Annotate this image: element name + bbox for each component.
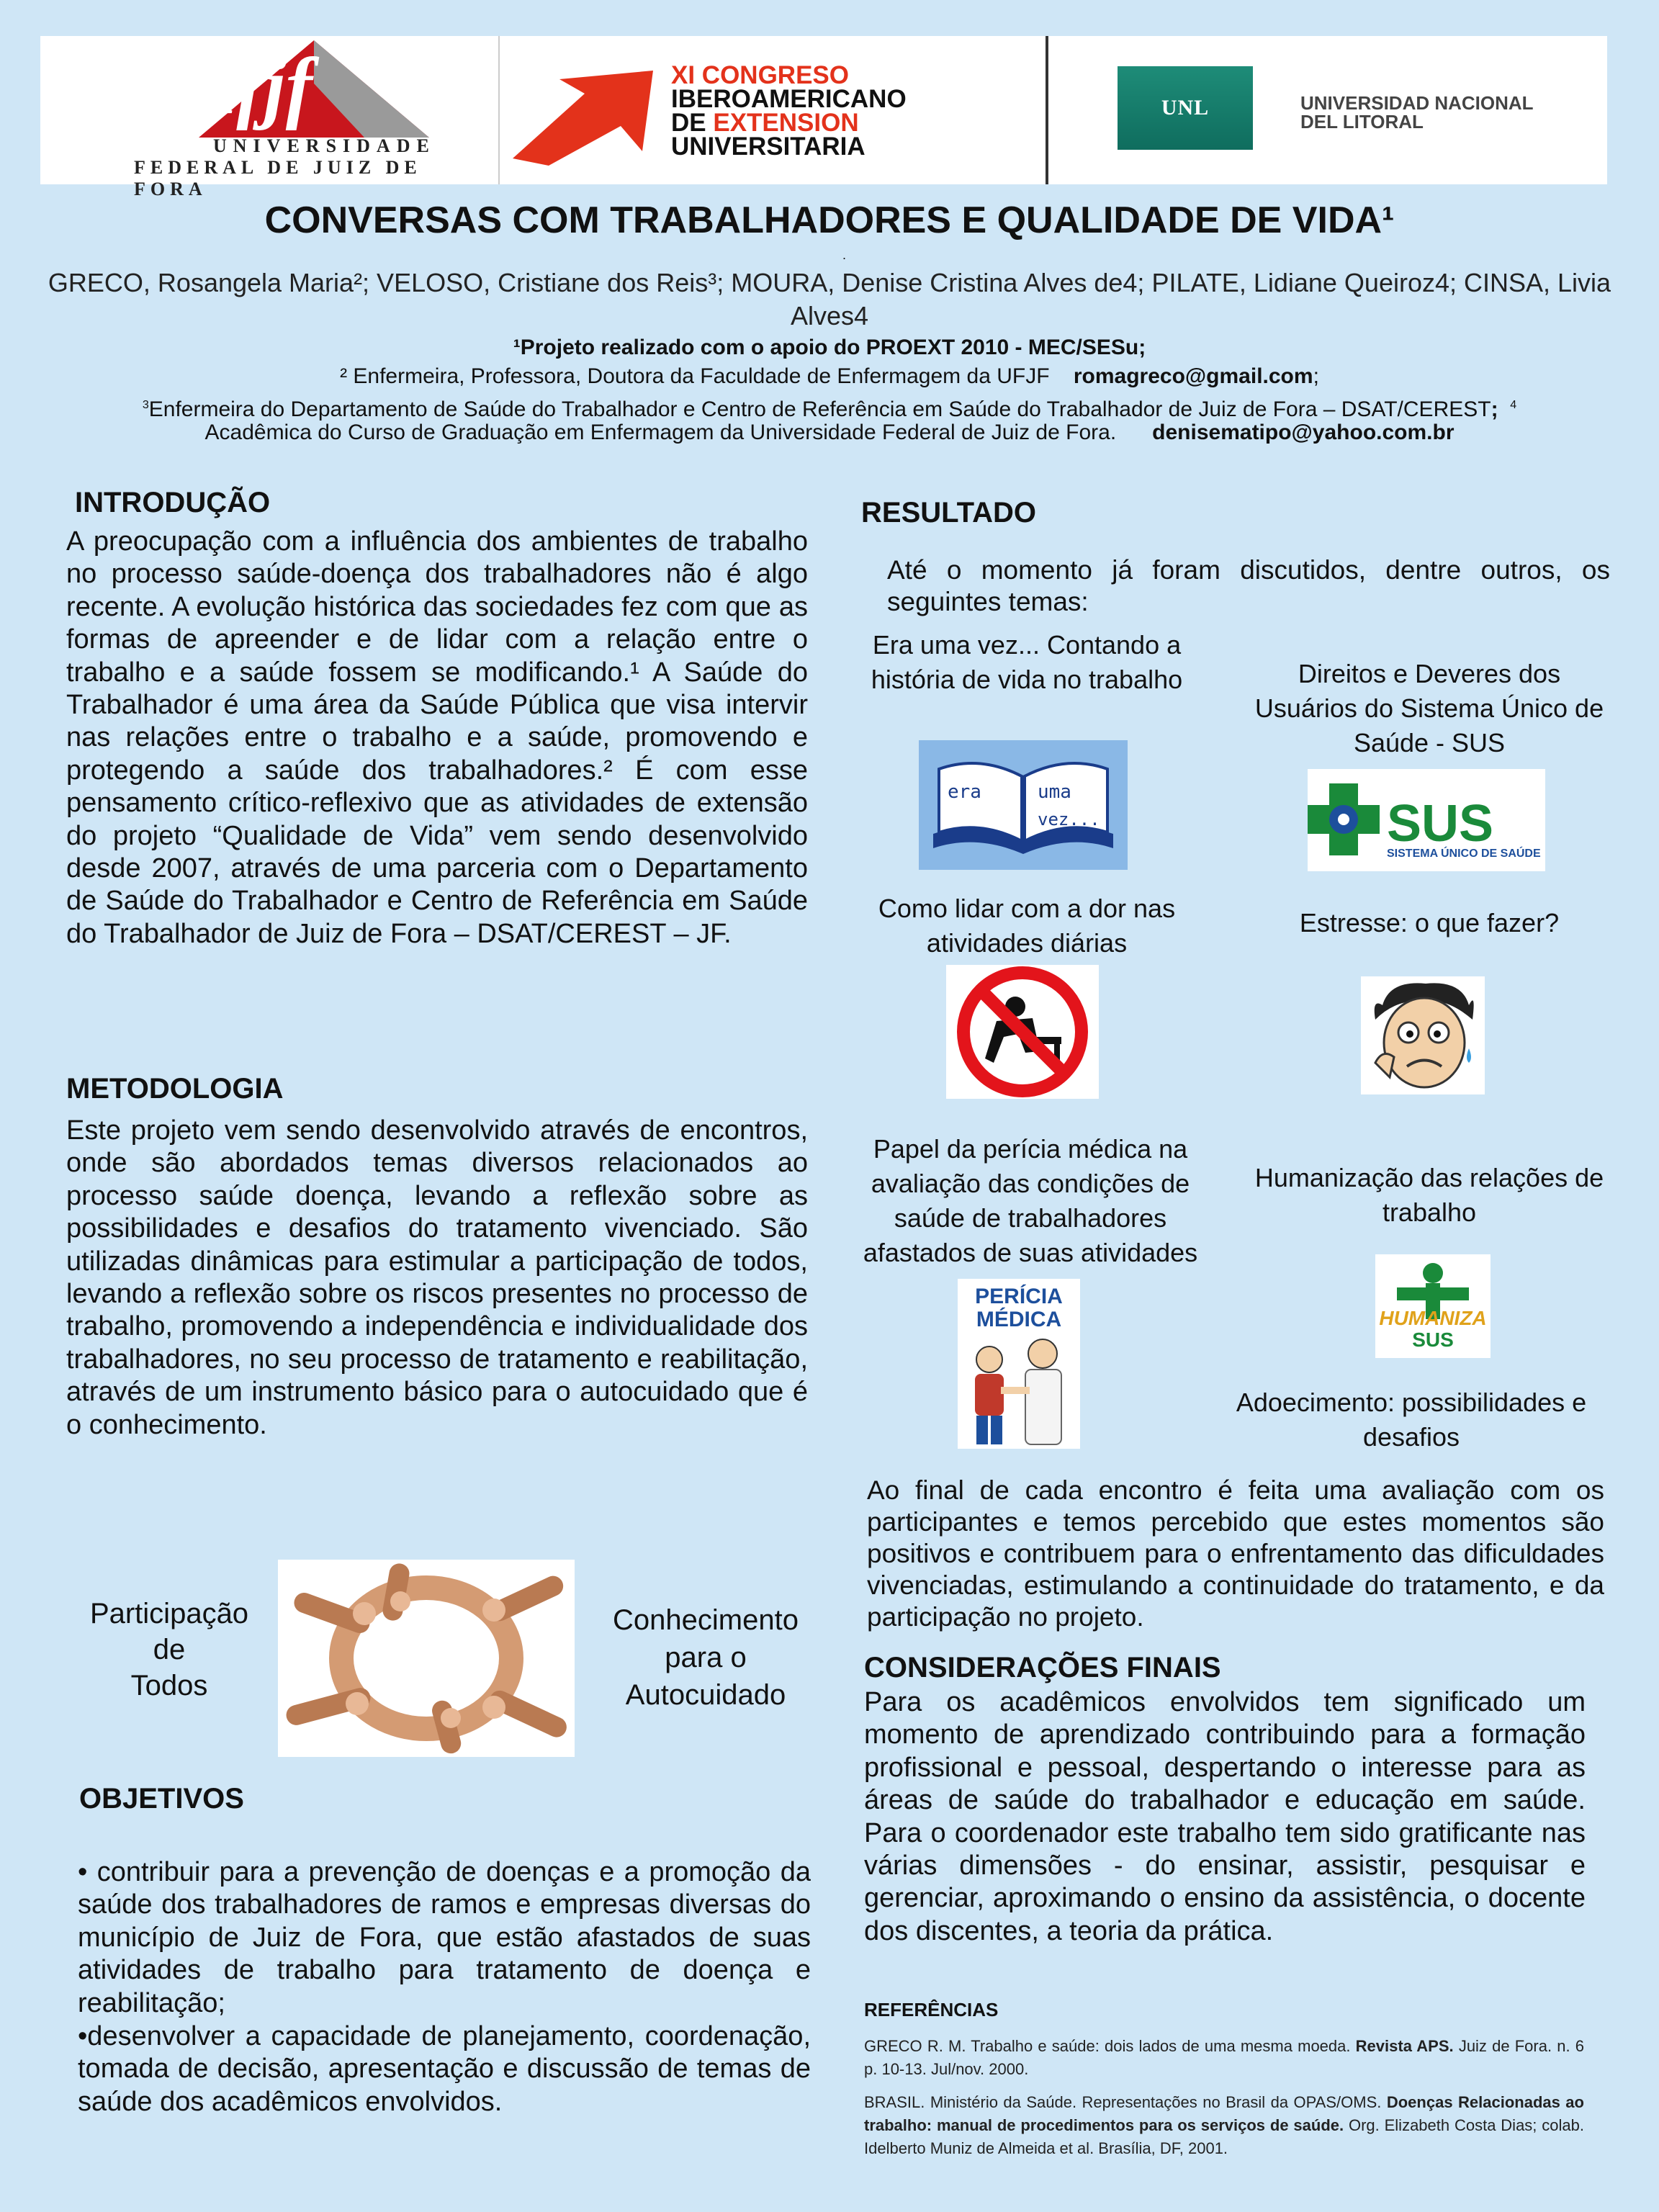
introducao-text: A preocupação com a influência dos ambientes de trabalho no processo saúde-doença dos trabalhadores não é algo recente. A evolução histórica das sociedades fez com que as formas de apreender e de lidar com a relação entre o trabalho e a saúde fossem se modificando.¹ A Saúde do Trabalhador é uma área da Saúde Pública que visa intervir nas relações entre o trabalho e a saúde, promovendo e protegendo a saúde dos trabalhadores.² É com esse pensamento crítico-reflexivo que as atividades de extensão do projeto “Qualidade de Vida” vem sendo desenvolvido desde 2007, através de uma parceria com o Departamento de Saúde do Trabalhador e Centro de Referência em Saúde do Trabalhador de Juiz de Fora – DSAT/CEREST – JF. bbox=[66, 526, 808, 949]
reference-1 bbox=[864, 2035, 1584, 2081]
metodologia-text: Este projeto vem sendo desenvolvido através de encontros, onde são abordados temas diversos relacionados ao processo saúde doença, levando a reflexão sobre as possibilidades e desafios do tratamento vivenciado. São utilizadas dinâmicas para estimular a participação de todos, levando a reflexão sobre os riscos presentes no processo de trabalho, promovendo a independência e individualidade dos trabalhadores, no seu processo de tratamento e reabilitação, através de um instrumento básico para o autocuidado que é o conhecimento. bbox=[66, 1115, 808, 1440]
sus-text: SUS bbox=[1387, 795, 1494, 853]
consideracoes-heading: CONSIDERAÇÕES FINAIS bbox=[864, 1652, 1221, 1683]
affiliation-1: ¹Projeto realizado com o apoio do PROEXT 2010 - MEC/SESu; bbox=[513, 336, 1146, 359]
affiliation-2-text: ² Enfermeira, Professora, Doutora da Faculdade de Enfermagem da UFJF bbox=[340, 364, 1050, 388]
humaniza-sus-logo bbox=[1375, 1254, 1491, 1358]
affiliation-2-end: ; bbox=[1313, 364, 1319, 388]
congress-line2: IBEROAMERICANO bbox=[671, 85, 907, 113]
objetivo-item-1: • contribuir para a prevenção de doenças e a promoção da saúde dos trabalhadores de ramos e empresas diversas do município de Juiz de Fora, que estão afastados de suas atividades de trabalho para tratamento de doença e reabilitação; bbox=[78, 1857, 811, 2018]
affiliation-3-end: ; bbox=[1491, 397, 1498, 421]
congress-line1: XI CONGRESO bbox=[671, 61, 849, 89]
topic-pericia: Papel da perícia médica na avaliação das condições de saúde de trabalhadores afastados de suas atividades bbox=[863, 1134, 1198, 1267]
reference-2-text: BRASIL. Ministério da Saúde. Representações no Brasil da OPAS/OMS. bbox=[864, 2093, 1382, 2111]
topic-era-uma-vez: Era uma vez... Contando a história de vida no trabalho bbox=[871, 630, 1183, 694]
title-dot: . bbox=[842, 248, 847, 262]
objetivo-item-2: •desenvolver a capacidade de planejamento, coordenação, tomada de decisão, apresentação e discussão de temas de saúde dos acadêmicos envolvidos. bbox=[78, 2021, 811, 2117]
unl-name-line1: UNIVERSIDAD NACIONAL bbox=[1300, 92, 1534, 114]
affiliation-4-sup: 4 bbox=[1510, 399, 1517, 411]
metodologia-heading: METODOLOGIA bbox=[66, 1073, 284, 1105]
reference-2 bbox=[864, 2091, 1584, 2160]
objetivos-heading: OBJETIVOS bbox=[79, 1783, 244, 1815]
referencias-heading: REFERÊNCIAS bbox=[864, 1999, 999, 2020]
affiliation-3 bbox=[43, 393, 1616, 422]
banner-divider-2 bbox=[1046, 36, 1048, 184]
reference-2-title: Doenças Relacionadas ao trabalho: manual de procedimentos para os serviços de saúde. bbox=[864, 2093, 1584, 2134]
hands-circle-image bbox=[278, 1560, 575, 1757]
conhecimento-label bbox=[598, 1601, 814, 1714]
topic-adoecimento: Adoecimento: possibilidades e desafios bbox=[1236, 1388, 1587, 1452]
participacao-line1: Participação bbox=[89, 1598, 249, 1629]
unl-name bbox=[1300, 94, 1534, 131]
humaniza-sus-text: SUS bbox=[1412, 1328, 1454, 1351]
affiliation-4-text: Acadêmica do Curso de Graduação em Enfermagem da Universidade Federal de Juiz de Fora. bbox=[204, 421, 1117, 444]
affiliation-4 bbox=[43, 421, 1616, 445]
topic-humanizacao: Humanização das relações de trabalho bbox=[1254, 1163, 1604, 1227]
book-word-uma: uma bbox=[1038, 781, 1071, 803]
affiliation-4-email: denisematipo@yahoo.com.br bbox=[1152, 421, 1455, 444]
participacao-label bbox=[65, 1596, 274, 1704]
introducao-heading: INTRODUÇÃO bbox=[75, 487, 271, 518]
resultado-intro: Até o momento já foram discutidos, dentre outros, os seguintes temas: bbox=[887, 555, 1610, 616]
book-word-era: era bbox=[948, 781, 981, 803]
reference-1-end: Juiz de Fora. n. 6 p. 10-13. Jul/nov. 2000. bbox=[864, 2037, 1584, 2078]
participacao-line3: Todos bbox=[130, 1670, 208, 1701]
congress-line3b: EXTENSION bbox=[713, 109, 859, 137]
participacao-line2: de bbox=[153, 1634, 186, 1665]
humaniza-text: HUMANIZA bbox=[1379, 1307, 1487, 1329]
congress-line4: UNIVERSITARIA bbox=[671, 132, 866, 161]
pericia-text-1: PERÍCIA bbox=[975, 1285, 1063, 1308]
no-pain-icon bbox=[946, 965, 1099, 1099]
ufjf-name-line2: FEDERAL DE JUIZ DE FORA bbox=[134, 157, 422, 199]
sus-logo bbox=[1308, 769, 1545, 871]
topic-direitos-sus: Direitos e Deveres dos Usuários do Sistema Único de Saúde - SUS bbox=[1254, 659, 1604, 757]
affiliation-2-email: romagreco@gmail.com bbox=[1073, 364, 1313, 388]
conhecimento-line3: Autocuidado bbox=[625, 1679, 786, 1711]
reference-1-journal: Revista APS. bbox=[1355, 2037, 1454, 2055]
congress-logo-text bbox=[671, 61, 907, 161]
topic-estresse: Estresse: o que fazer? bbox=[1299, 908, 1560, 938]
affiliation-2 bbox=[43, 364, 1616, 389]
poster-title: CONVERSAS COM TRABALHADORES E QUALIDADE DE VIDA¹ bbox=[264, 199, 1395, 241]
conhecimento-line2: para o bbox=[665, 1642, 747, 1673]
congress-line3a: DE bbox=[671, 109, 714, 137]
affiliation-3-sup: 3 bbox=[142, 399, 149, 411]
sus-subtext: SISTEMA ÚNICO DE SAÚDE bbox=[1387, 848, 1541, 860]
unl-logo: UNL bbox=[1118, 66, 1253, 150]
reference-2-end: Org. Elizabeth Costa Dias; colab. Idelberto Muniz de Almeida et al. Brasília, DF, 2001. bbox=[864, 2116, 1584, 2157]
ufjf-name-line1: UNIVERSIDADE bbox=[213, 135, 436, 156]
pericia-medica-image bbox=[958, 1279, 1080, 1449]
reference-1-text: GRECO R. M. Trabalho e saúde: dois lados de uma mesma moeda. bbox=[864, 2037, 1351, 2055]
resultado-heading: RESULTADO bbox=[861, 497, 1036, 529]
header-banner bbox=[40, 36, 1607, 199]
arrow-icon bbox=[498, 65, 664, 166]
authors: GRECO, Rosangela Maria²; VELOSO, Cristiane dos Reis³; MOURA, Denise Cristina Alves de4; PILATE, Lidiane Queiroz4; CINSA, Livia Alves4 bbox=[48, 268, 1611, 331]
book-word-vez: vez... bbox=[1038, 809, 1100, 830]
unl-name-line2: DEL LITORAL bbox=[1300, 111, 1424, 132]
ufjf-mark: ufjf bbox=[192, 42, 313, 131]
topic-dor: Como lidar com a dor nas atividades diárias bbox=[878, 894, 1176, 958]
book-image bbox=[919, 740, 1128, 870]
consideracoes-text: Para os acadêmicos envolvidos tem significado um momento de aprendizado contribuindo para a formação profissional e pessoal, despertando o interesse para as áreas de saúde do trabalhador e educação em saúde. Para o coordenador este trabalho tem sido gratificante nas várias dimensões - do ensinar, assistir, pesquisar e gerenciar, aproximando o ensino da assistência, o docente dos discentes, a teoria da prática. bbox=[864, 1687, 1586, 1946]
resultado-conclusion: Ao final de cada encontro é feita uma avaliação com os participantes e temos percebido que estes momentos são positivos e contribuem para o enfrentamento das dificuldades vivenciadas, estimulando a continuidade do tratamento, e da participação no projeto. bbox=[867, 1475, 1604, 1632]
stress-face-image bbox=[1361, 976, 1485, 1094]
conhecimento-line1: Conhecimento bbox=[613, 1604, 799, 1636]
ufjf-logo bbox=[84, 36, 487, 199]
pericia-text-2: MÉDICA bbox=[976, 1308, 1062, 1331]
affiliation-3-text: Enfermeira do Departamento de Saúde do Trabalhador e Centro de Referência em Saúde do Trabalhador de Juiz de Fora – DSAT/CEREST bbox=[148, 397, 1491, 421]
